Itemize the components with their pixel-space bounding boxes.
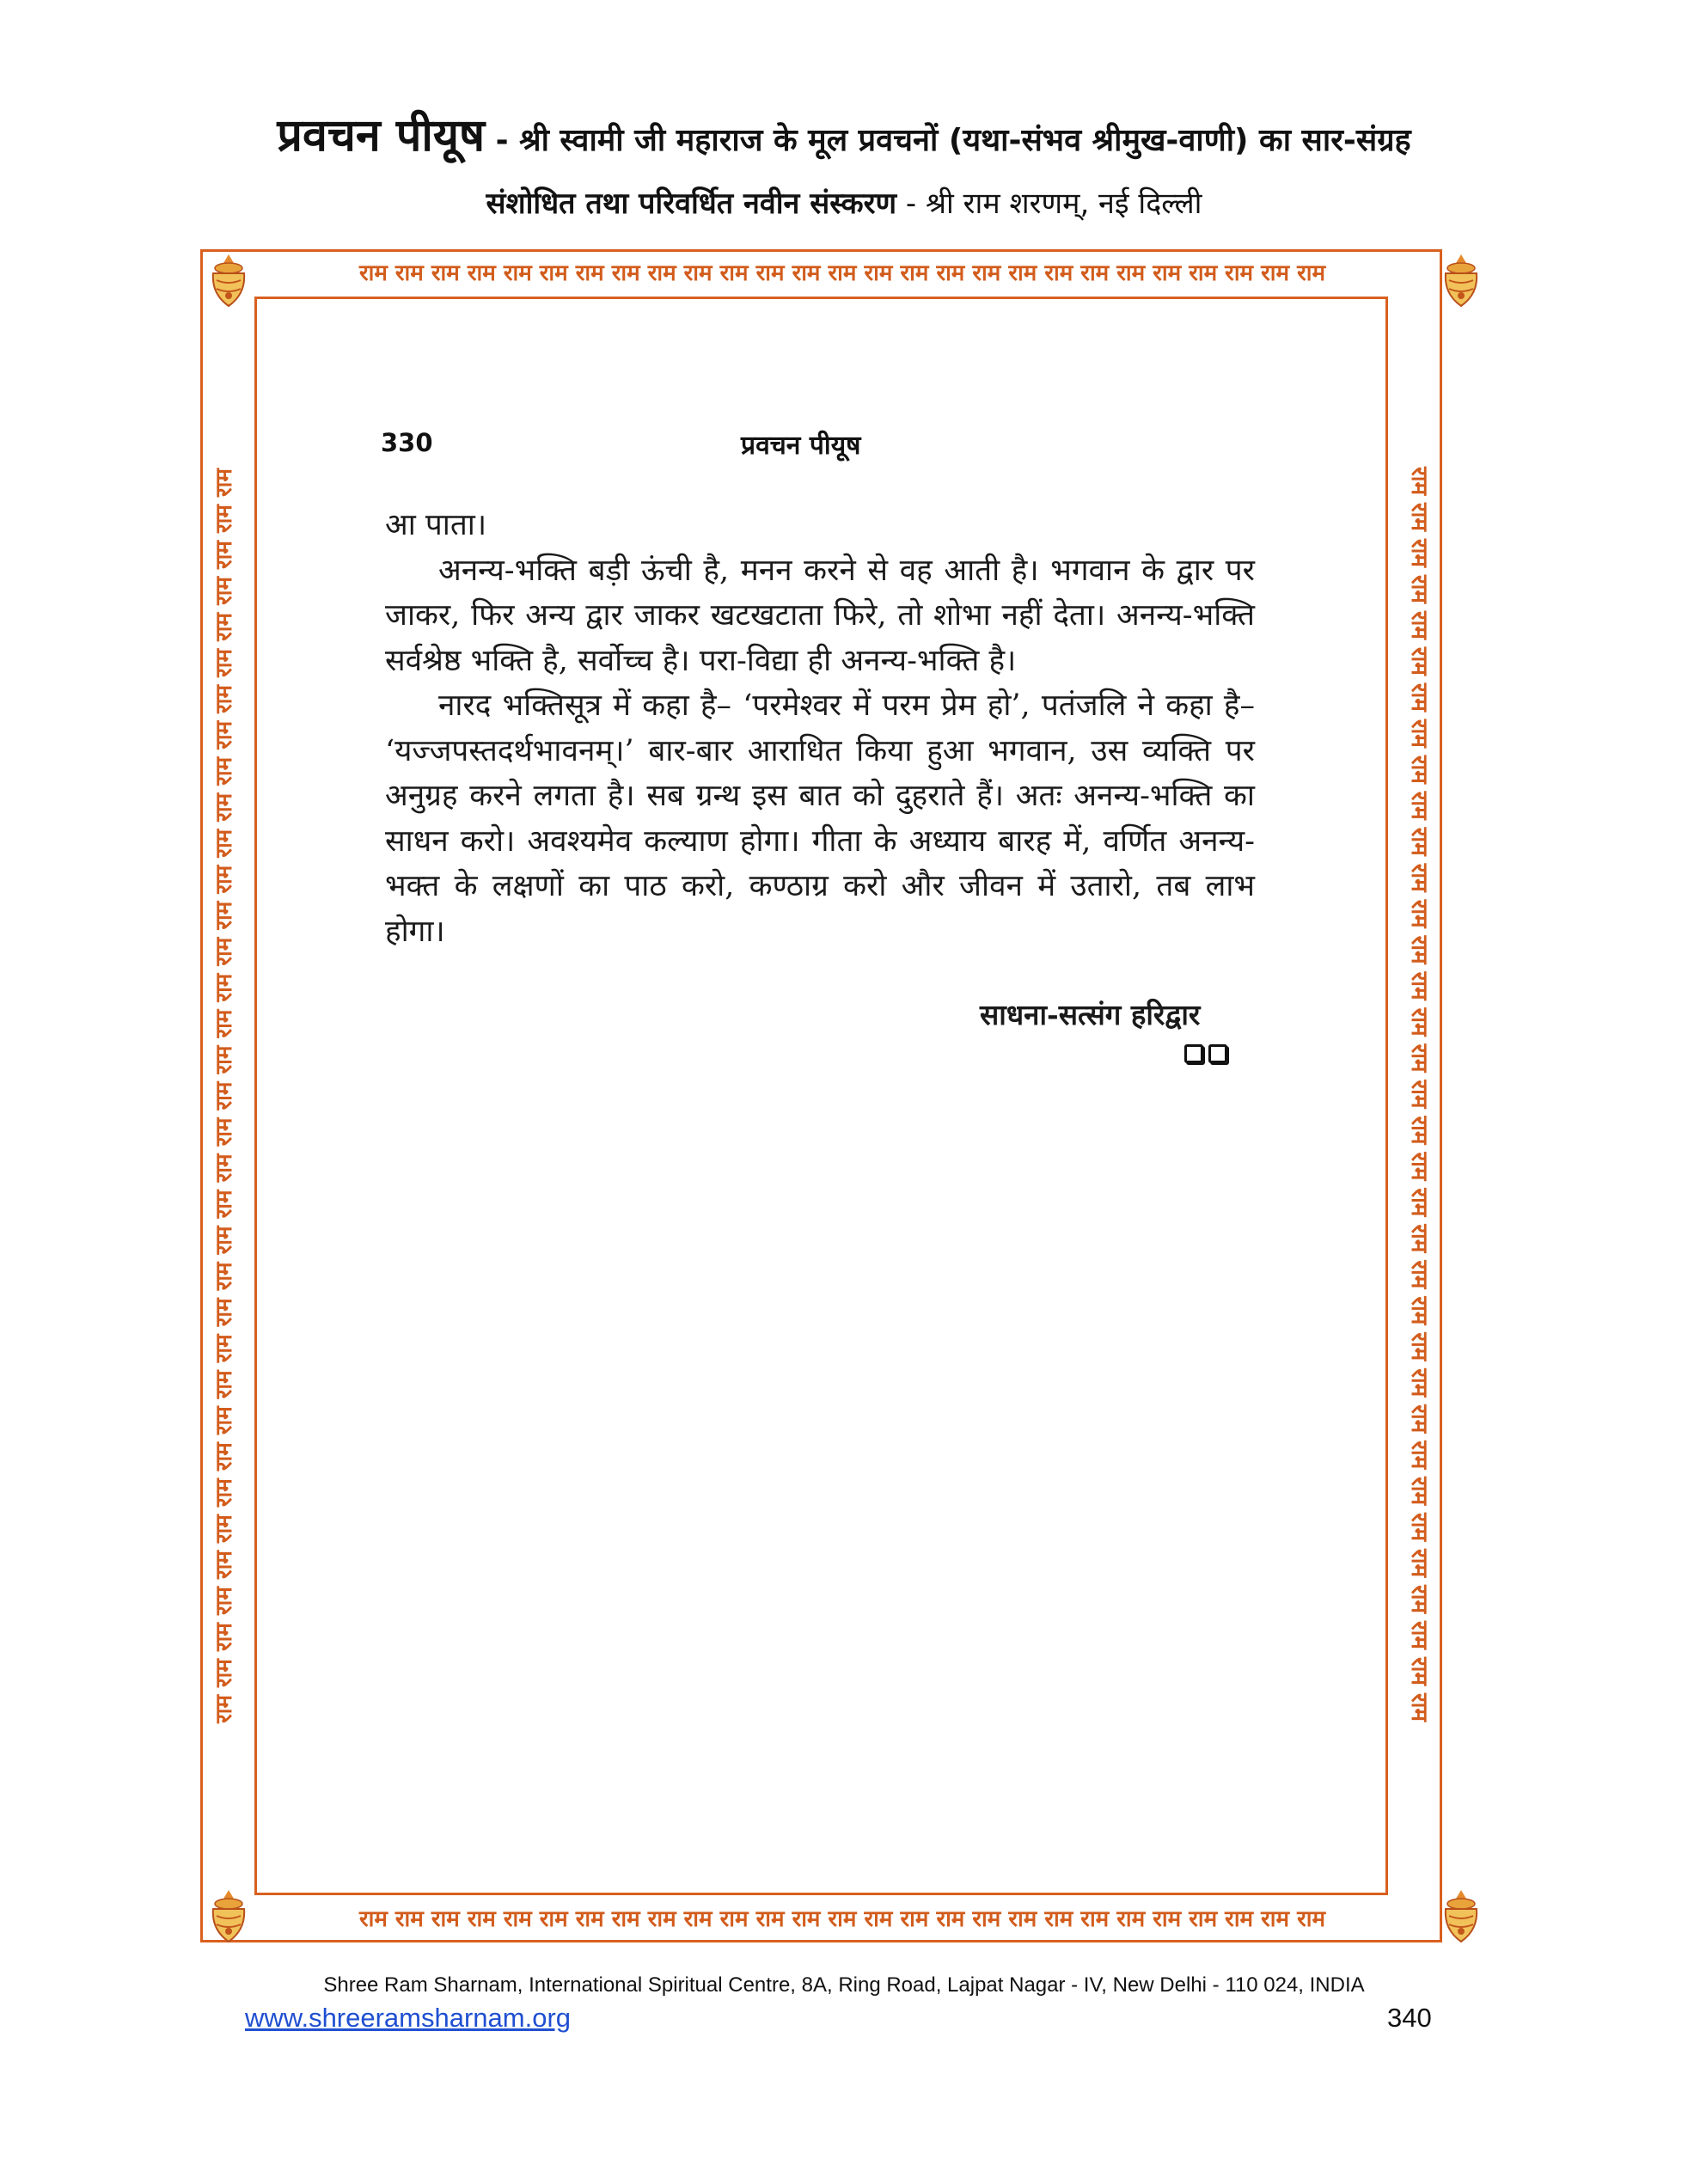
subtitle-rest: - श्री राम शरणम्, नई दिल्ली [896,187,1202,221]
border-text-top: राम राम राम राम राम राम राम राम राम राम राम राम राम राम राम राम राम राम राम राम राम राम राम राम राम राम राम [358,260,1326,286]
subtitle-bold: संशोधित तथा परिवर्धित नवीन संस्करण [486,187,897,221]
border-text-left: राम राम राम राम राम राम राम राम राम राम राम राम राम राम राम राम राम राम राम राम राम राम राम राम राम राम राम राम राम राम राम राम राम राम राम [211,468,237,1723]
title-main: प्रवचन पीयूष [277,110,486,162]
footer-address: Shree Ram Sharnam, International Spiritual Centre, 8A, Ring Road, Lajpat Nagar - IV, New Delhi - 110 024, INDIA [323,1973,1365,1997]
paragraph: नारद भक्तिसूत्र में कहा है– ‘परमेश्वर में परम प्रेम हो’, पतंजलि ने कहा है– ‘यज्जपस्तदर्थभावनम्।’ बार-बार आराधित किया हुआ भगवान, उस व्यक्ति पर अनुग्रह करने लगता है। सब ग्रन्थ इस बात को दुहराते हैं। अतः अनन्य-भक्ति का साधन करो। अवश्यमेव कल्याण होगा। गीता के अध्याय बारह में, वर्णित अनन्य-भक्त के लक्षणों का पाठ करो, कण्ठाग्र करो और जीवन में उतारो, तब लाभ होगा। [385,688,1255,949]
kalash-icon [205,1887,253,1947]
pdf-page-number: 340 [1387,2003,1432,2033]
square-icon [1208,1044,1227,1063]
end-marker [1184,1044,1227,1063]
kalash-icon [205,251,253,311]
paragraph: आ पाता। [385,508,487,542]
document-title [0,112,1688,165]
paragraph: अनन्य-भक्ति बड़ी ऊंची है, मनन करने से वह आती है। भगवान के द्वार पर जाकर, फिर अन्य द्वार जाकर खटखटाता फिरे, तो शोभा नहीं देता। अनन्य-भक्ति सर्वश्रेष्ठ भक्ति है, सर्वोच्च है। परा-विद्या ही अनन्य-भक्ति है। [385,553,1255,678]
document-subtitle [0,182,1688,225]
border-text-right: राम राम राम राम राम राम राम राम राम राम राम राम राम राम राम राम राम राम राम राम राम राम राम राम राम राम राम राम राम राम राम राम राम राम राम [1406,467,1432,1722]
book-page-number: 330 [381,428,433,457]
body-text [385,503,1255,954]
square-icon [1184,1044,1203,1063]
book-running-head: प्रवचन पीयूष [741,431,861,461]
signoff-place: साधना-सत्संग हरिद्वार [980,998,1201,1031]
border-text-bottom: राम राम राम राम राम राम राम राम राम राम राम राम राम राम राम राम राम राम राम राम राम राम राम राम राम राम राम [358,1906,1326,1932]
kalash-icon [1437,1887,1485,1947]
title-rest: - श्री स्वामी जी महाराज के मूल प्रवचनों (यथा-संभव श्रीमुख-वाणी) का सार-संग्रह [485,123,1411,158]
kalash-icon [1437,251,1485,311]
website-link[interactable]: www.shreeramsharnam.org [245,2003,572,2033]
